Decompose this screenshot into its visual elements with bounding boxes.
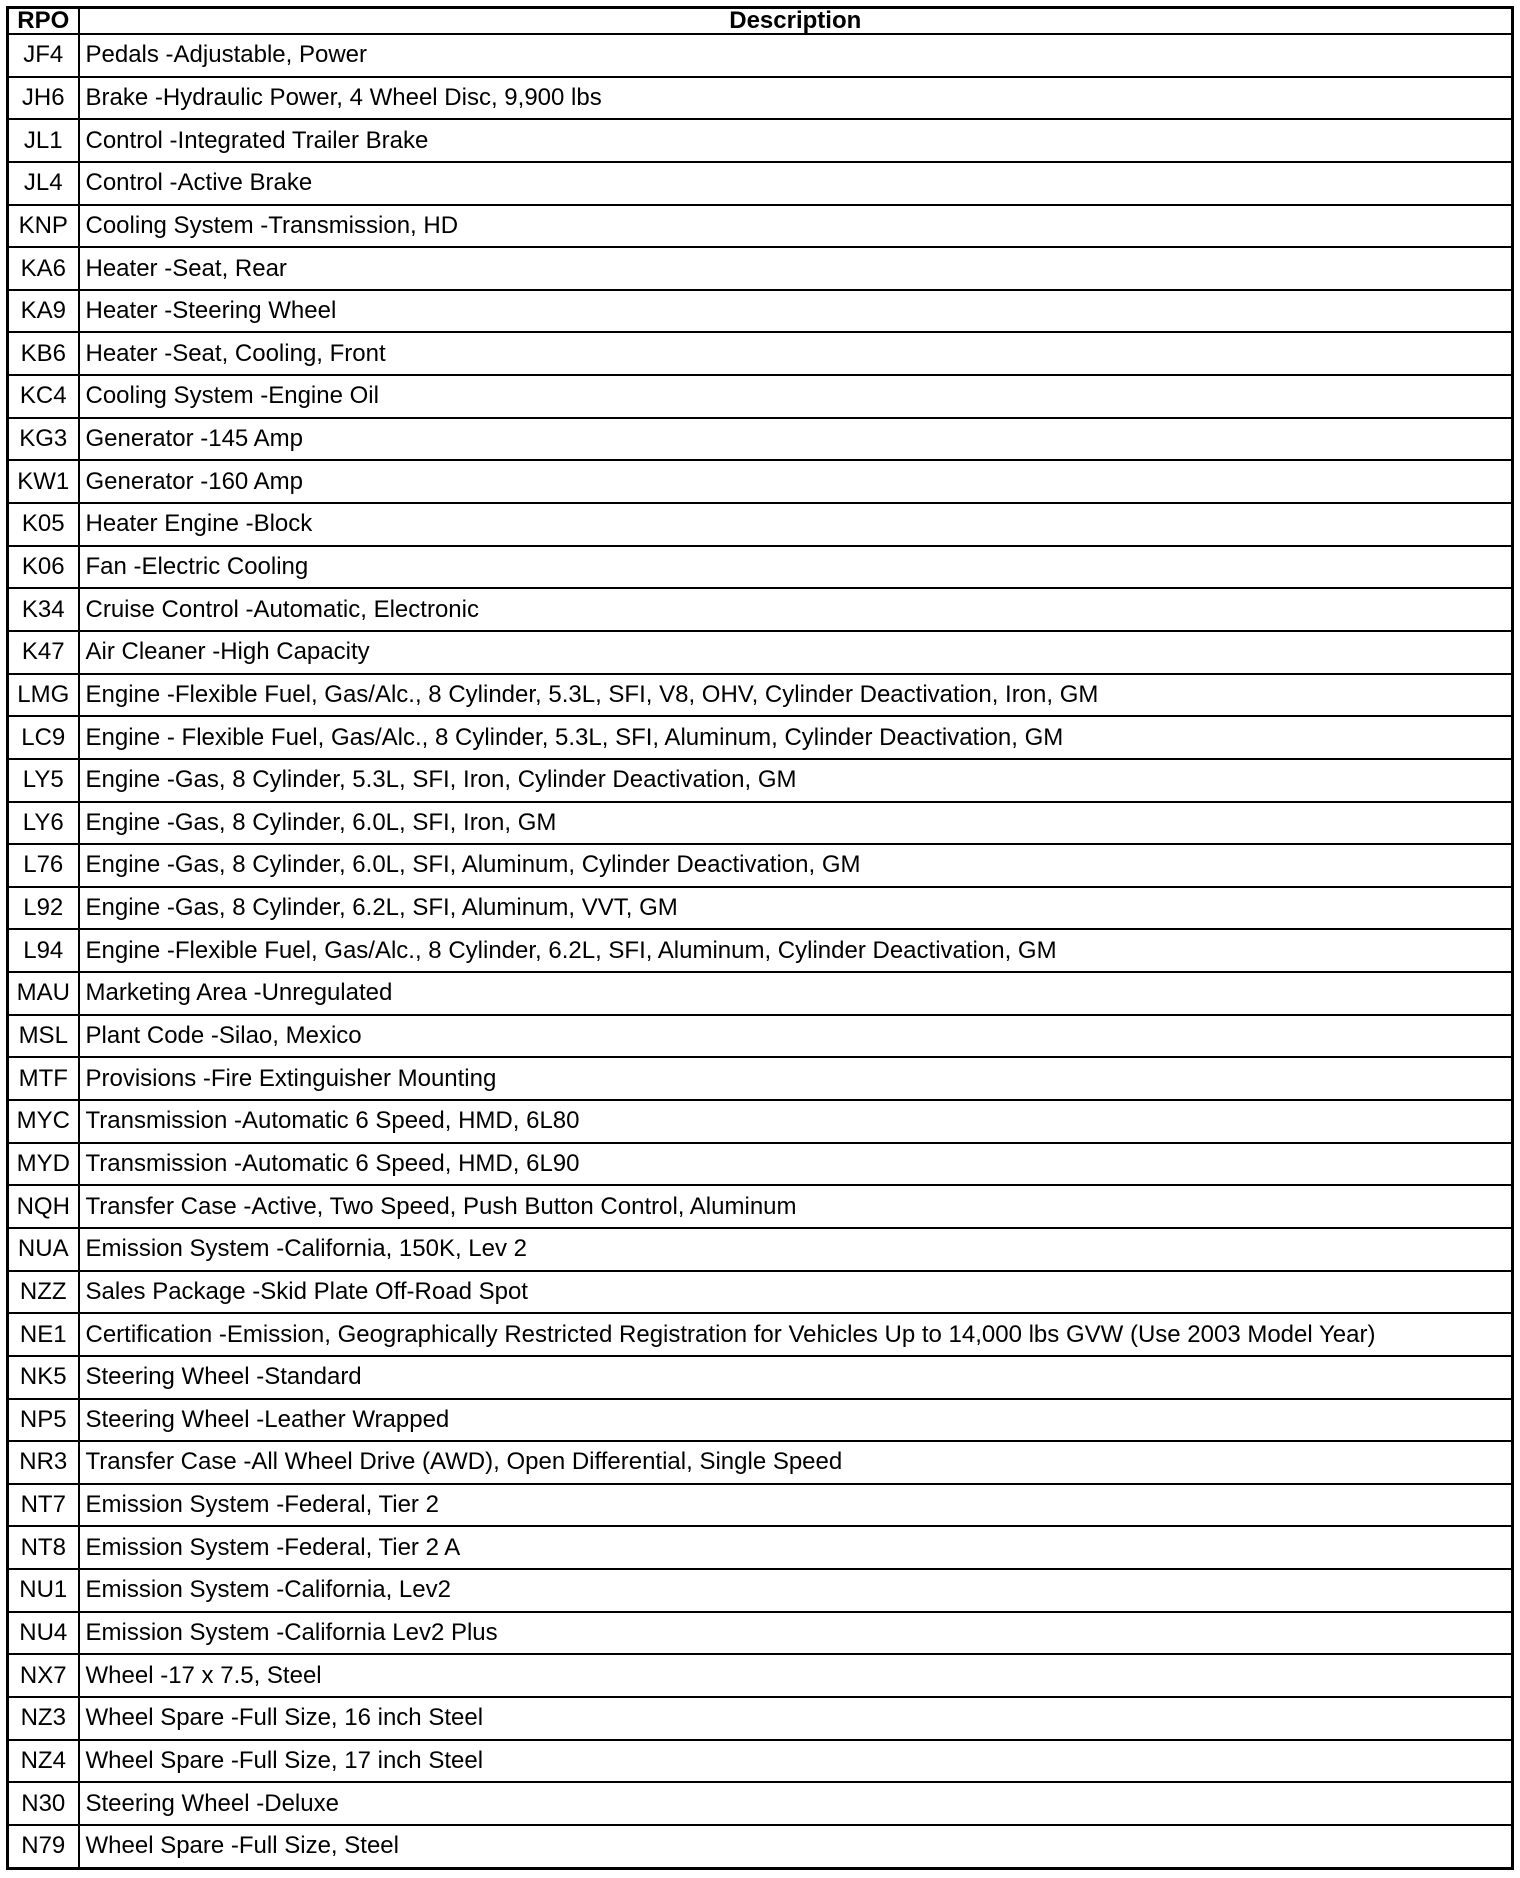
rpo-code-cell: N30 <box>8 1782 79 1825</box>
table-row <box>8 162 1513 205</box>
description-cell: Control -Active Brake <box>79 162 1513 205</box>
table-row <box>8 1185 1513 1228</box>
description-cell: Wheel Spare -Full Size, 16 inch Steel <box>79 1697 1513 1740</box>
table-row <box>8 887 1513 930</box>
description-cell: Wheel Spare -Full Size, 17 inch Steel <box>79 1740 1513 1783</box>
rpo-code-cell: NZZ <box>8 1271 79 1314</box>
rpo-code-cell: JH6 <box>8 77 79 120</box>
description-column-header: Description <box>79 8 1513 35</box>
table-row <box>8 1782 1513 1825</box>
description-cell: Emission System -California Lev2 Plus <box>79 1612 1513 1655</box>
table-row <box>8 1697 1513 1740</box>
description-cell: Provisions -Fire Extinguisher Mounting <box>79 1057 1513 1100</box>
table-row <box>8 1057 1513 1100</box>
rpo-code-cell: N79 <box>8 1825 79 1869</box>
description-cell: Steering Wheel -Deluxe <box>79 1782 1513 1825</box>
rpo-code-cell: NR3 <box>8 1441 79 1484</box>
rpo-code-cell: MYC <box>8 1100 79 1143</box>
description-cell: Transmission -Automatic 6 Speed, HMD, 6L80 <box>79 1100 1513 1143</box>
table-row <box>8 1612 1513 1655</box>
rpo-code-cell: NQH <box>8 1185 79 1228</box>
description-cell: Wheel -17 x 7.5, Steel <box>79 1654 1513 1697</box>
rpo-code-cell: K05 <box>8 503 79 546</box>
rpo-code-cell: MYD <box>8 1143 79 1186</box>
rpo-code-cell: NU4 <box>8 1612 79 1655</box>
description-cell: Emission System -Federal, Tier 2 A <box>79 1526 1513 1569</box>
description-cell: Transfer Case -Active, Two Speed, Push Button Control, Aluminum <box>79 1185 1513 1228</box>
description-cell: Engine -Gas, 8 Cylinder, 5.3L, SFI, Iron, Cylinder Deactivation, GM <box>79 759 1513 802</box>
description-cell: Emission System -California, Lev2 <box>79 1569 1513 1612</box>
description-cell: Engine -Gas, 8 Cylinder, 6.0L, SFI, Iron, GM <box>79 802 1513 845</box>
description-cell: Emission System -Federal, Tier 2 <box>79 1484 1513 1527</box>
description-cell: Heater -Seat, Rear <box>79 247 1513 290</box>
rpo-code-cell: JF4 <box>8 34 79 77</box>
table-row <box>8 1228 1513 1271</box>
table-row <box>8 1143 1513 1186</box>
rpo-code-cell: NT7 <box>8 1484 79 1527</box>
rpo-code-cell: NP5 <box>8 1399 79 1442</box>
description-cell: Engine -Gas, 8 Cylinder, 6.2L, SFI, Aluminum, VVT, GM <box>79 887 1513 930</box>
rpo-code-cell: K06 <box>8 546 79 589</box>
description-cell: Marketing Area -Unregulated <box>79 972 1513 1015</box>
description-cell: Engine -Flexible Fuel, Gas/Alc., 8 Cylinder, 6.2L, SFI, Aluminum, Cylinder Deactivation, GM <box>79 929 1513 972</box>
table-row <box>8 1100 1513 1143</box>
rpo-code-cell: KG3 <box>8 418 79 461</box>
description-cell: Fan -Electric Cooling <box>79 546 1513 589</box>
rpo-code-cell: MTF <box>8 1057 79 1100</box>
table-row <box>8 1569 1513 1612</box>
rpo-code-cell: NU1 <box>8 1569 79 1612</box>
table-row <box>8 802 1513 845</box>
description-cell: Generator -145 Amp <box>79 418 1513 461</box>
table-row <box>8 716 1513 759</box>
description-cell: Generator -160 Amp <box>79 460 1513 503</box>
rpo-code-cell: JL4 <box>8 162 79 205</box>
description-cell: Wheel Spare -Full Size, Steel <box>79 1825 1513 1869</box>
description-cell: Control -Integrated Trailer Brake <box>79 119 1513 162</box>
table-row <box>8 674 1513 717</box>
table-row <box>8 375 1513 418</box>
rpo-code-cell: LY5 <box>8 759 79 802</box>
description-cell: Cruise Control -Automatic, Electronic <box>79 588 1513 631</box>
table-row <box>8 1441 1513 1484</box>
rpo-code-cell: LY6 <box>8 802 79 845</box>
table-row <box>8 119 1513 162</box>
table-row <box>8 1654 1513 1697</box>
description-cell: Steering Wheel -Leather Wrapped <box>79 1399 1513 1442</box>
rpo-code-cell: L94 <box>8 929 79 972</box>
table-row <box>8 1313 1513 1356</box>
rpo-code-cell: K47 <box>8 631 79 674</box>
rpo-code-cell: NX7 <box>8 1654 79 1697</box>
description-cell: Heater Engine -Block <box>79 503 1513 546</box>
table-row <box>8 844 1513 887</box>
table-row <box>8 1399 1513 1442</box>
rpo-code-cell: KA9 <box>8 290 79 333</box>
rpo-code-cell: MAU <box>8 972 79 1015</box>
rpo-code-cell: KB6 <box>8 332 79 375</box>
table-row <box>8 332 1513 375</box>
description-cell: Steering Wheel -Standard <box>79 1356 1513 1399</box>
rpo-code-cell: KNP <box>8 205 79 248</box>
rpo-column-header: RPO <box>8 8 79 35</box>
table-row <box>8 1825 1513 1869</box>
table-header-row <box>8 8 1513 35</box>
table-row <box>8 1271 1513 1314</box>
table-row <box>8 546 1513 589</box>
table-row <box>8 503 1513 546</box>
rpo-code-cell: NZ3 <box>8 1697 79 1740</box>
description-cell: Heater -Seat, Cooling, Front <box>79 332 1513 375</box>
table-row <box>8 759 1513 802</box>
description-cell: Cooling System -Engine Oil <box>79 375 1513 418</box>
rpo-code-cell: KW1 <box>8 460 79 503</box>
rpo-code-cell: NZ4 <box>8 1740 79 1783</box>
rpo-code-cell: NK5 <box>8 1356 79 1399</box>
table-row <box>8 1526 1513 1569</box>
rpo-code-cell: NT8 <box>8 1526 79 1569</box>
description-cell: Brake -Hydraulic Power, 4 Wheel Disc, 9,900 lbs <box>79 77 1513 120</box>
table-row <box>8 929 1513 972</box>
description-cell: Air Cleaner -High Capacity <box>79 631 1513 674</box>
table-row <box>8 77 1513 120</box>
table-row <box>8 1356 1513 1399</box>
table-row <box>8 290 1513 333</box>
description-cell: Transfer Case -All Wheel Drive (AWD), Open Differential, Single Speed <box>79 1441 1513 1484</box>
table-row <box>8 588 1513 631</box>
description-cell: Emission System -California, 150K, Lev 2 <box>79 1228 1513 1271</box>
rpo-code-cell: KC4 <box>8 375 79 418</box>
description-cell: Heater -Steering Wheel <box>79 290 1513 333</box>
description-cell: Transmission -Automatic 6 Speed, HMD, 6L90 <box>79 1143 1513 1186</box>
rpo-table <box>6 6 1514 1870</box>
rpo-code-cell: KA6 <box>8 247 79 290</box>
description-cell: Engine -Flexible Fuel, Gas/Alc., 8 Cylinder, 5.3L, SFI, V8, OHV, Cylinder Deactivation, Iron, GM <box>79 674 1513 717</box>
table-row <box>8 1740 1513 1783</box>
rpo-code-cell: K34 <box>8 588 79 631</box>
table-row <box>8 34 1513 77</box>
rpo-code-cell: NUA <box>8 1228 79 1271</box>
description-cell: Plant Code -Silao, Mexico <box>79 1015 1513 1058</box>
description-cell: Engine -Gas, 8 Cylinder, 6.0L, SFI, Aluminum, Cylinder Deactivation, GM <box>79 844 1513 887</box>
description-cell: Pedals -Adjustable, Power <box>79 34 1513 77</box>
table-row <box>8 972 1513 1015</box>
table-row <box>8 205 1513 248</box>
rpo-code-cell: NE1 <box>8 1313 79 1356</box>
table-row <box>8 1015 1513 1058</box>
rpo-code-cell: JL1 <box>8 119 79 162</box>
description-cell: Engine - Flexible Fuel, Gas/Alc., 8 Cylinder, 5.3L, SFI, Aluminum, Cylinder Deactivation, GM <box>79 716 1513 759</box>
table-body <box>8 34 1513 1869</box>
description-cell: Certification -Emission, Geographically Restricted Registration for Vehicles Up to 14,000 lbs GVW (Use 2003 Model Year) <box>79 1313 1513 1356</box>
description-cell: Sales Package -Skid Plate Off-Road Spot <box>79 1271 1513 1314</box>
table-row <box>8 247 1513 290</box>
table-row <box>8 1484 1513 1527</box>
description-cell: Cooling System -Transmission, HD <box>79 205 1513 248</box>
table-row <box>8 631 1513 674</box>
rpo-code-cell: MSL <box>8 1015 79 1058</box>
rpo-code-cell: L92 <box>8 887 79 930</box>
rpo-code-cell: LC9 <box>8 716 79 759</box>
table-row <box>8 460 1513 503</box>
rpo-code-cell: L76 <box>8 844 79 887</box>
table-row <box>8 418 1513 461</box>
rpo-code-cell: LMG <box>8 674 79 717</box>
